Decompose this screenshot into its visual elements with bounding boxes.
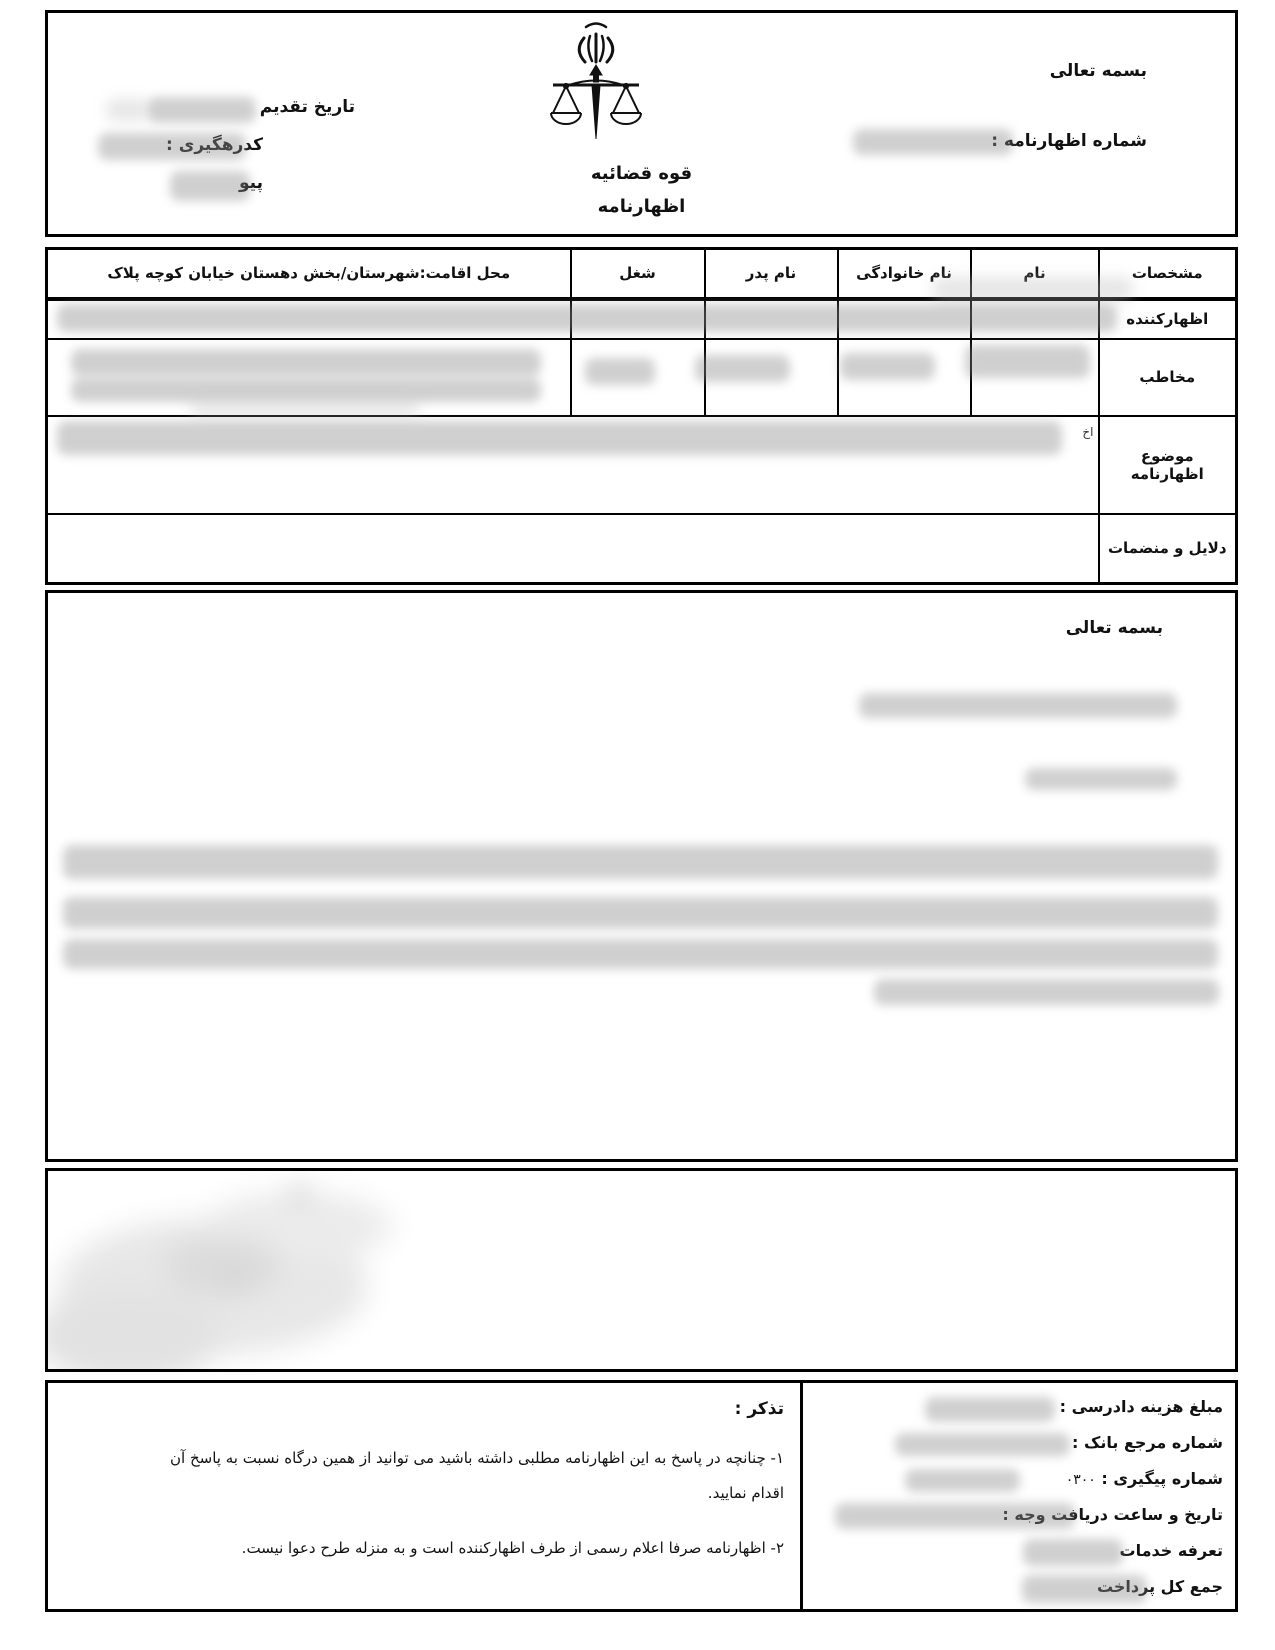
subject-row [47, 416, 1237, 514]
redacted-signature-blob [48, 1171, 528, 1369]
notice-title: تذکر : [734, 1399, 784, 1419]
declarer-occupation-cell [571, 299, 705, 339]
submit-date-label: تاریخ تقدیم [259, 97, 355, 117]
redacted-greeting-line [859, 693, 1177, 718]
subject-content-cell [47, 416, 1099, 514]
subject-label: موضوع اظهارنامه [1099, 416, 1237, 514]
fee-bank-ref-label: شماره مرجع بانک : [1072, 1433, 1223, 1452]
iran-judiciary-scales-icon [541, 21, 651, 149]
col-specs: مشخصات [1099, 249, 1237, 299]
addressee-label: مخاطب [1099, 339, 1237, 416]
fees-panel [803, 1383, 1235, 1609]
redacted-paragraph-line-4 [874, 979, 1219, 1005]
redacted-submit-date-ext [106, 99, 150, 121]
subject-visible-fragment: اخ [1082, 424, 1094, 439]
declarer-label: اظهارکننده [1099, 299, 1237, 339]
addressee-occupation-cell [571, 339, 705, 416]
notice-note2: ۲- اظهارنامه صرفا اعلام رسمی از طرف اظهارکننده است و به منزله طرح دعوا نیست. [241, 1539, 784, 1557]
notice-panel [48, 1383, 800, 1609]
redacted-tracking-number [905, 1469, 1020, 1492]
bismillah-body: بسمه تعالی [1065, 618, 1163, 638]
attachment-label: پیو [239, 173, 263, 193]
redacted-salutation-line [1025, 768, 1177, 790]
addressee-first-name-cell [971, 339, 1099, 416]
fee-service-tariff-label: تعرفه خدمات [1119, 1541, 1223, 1560]
addressee-father-name-cell [705, 339, 838, 416]
declarer-first-name-cell [971, 299, 1099, 339]
redacted-submit-date [148, 97, 256, 123]
redacted-paragraph-line-1 [63, 845, 1218, 879]
org-title: قوه قضائیه [590, 163, 693, 184]
redacted-paragraph-line-2 [63, 897, 1218, 929]
declarer-residence-cell [47, 299, 571, 339]
addressee-row [47, 339, 1237, 416]
evidence-row [47, 514, 1237, 584]
doc-title: اظهارنامه [597, 196, 686, 217]
col-father-name: نام پدر [705, 249, 838, 299]
col-last-name: نام خانوادگی [838, 249, 971, 299]
parties-table [45, 247, 1238, 585]
header-box [45, 10, 1238, 237]
declarer-father-name-cell [705, 299, 838, 339]
bismillah-top: بسمه تعالی [1049, 61, 1147, 81]
notice-note1-line2: اقدام نمایید. [707, 1484, 784, 1502]
evidence-content-cell [47, 514, 1099, 584]
redacted-bank-ref [895, 1433, 1070, 1456]
col-residence: محل اقامت:شهرستان/بخش دهستان خیابان کوچه پلاک [47, 249, 571, 299]
col-first-name: نام [971, 249, 1099, 299]
redacted-statement-number [853, 129, 1013, 155]
signature-box [45, 1168, 1238, 1372]
addressee-residence-cell [47, 339, 571, 416]
statement-number-label: شماره اظهارنامه : [991, 131, 1147, 151]
table-header-row [47, 249, 1237, 299]
declarer-last-name-cell [838, 299, 971, 339]
redacted-court-cost [925, 1397, 1055, 1422]
body-box [45, 590, 1238, 1162]
fee-tracking-number-label: شماره پیگیری : ۰۳۰۰ [1065, 1469, 1223, 1488]
footer-box [45, 1380, 1238, 1612]
evidence-label: دلایل و منضمات [1099, 514, 1237, 584]
fee-payment-datetime-label: تاریخ و ساعت دریافت وجه : [1002, 1505, 1223, 1524]
redacted-service-tariff [1023, 1539, 1123, 1566]
notice-note1-line1: ۱- چنانچه در پاسخ به این اظهارنامه مطلبی داشته باشید می توانید از همین درگاه نسبت به پاسخ آن [170, 1449, 784, 1467]
tracking-code-label: کدرهگیری : [166, 135, 263, 155]
col-occupation: شغل [571, 249, 705, 299]
declarer-row [47, 299, 1237, 339]
addressee-last-name-cell [838, 339, 971, 416]
fee-tracking-number-visible-value: ۰۳۰۰ [1065, 1472, 1096, 1488]
fee-total-paid-label: جمع کل پرداخت [1096, 1577, 1223, 1596]
fee-court-cost-label: مبلغ هزینه دادرسی : [1059, 1397, 1223, 1416]
redacted-paragraph-line-3 [63, 939, 1218, 969]
